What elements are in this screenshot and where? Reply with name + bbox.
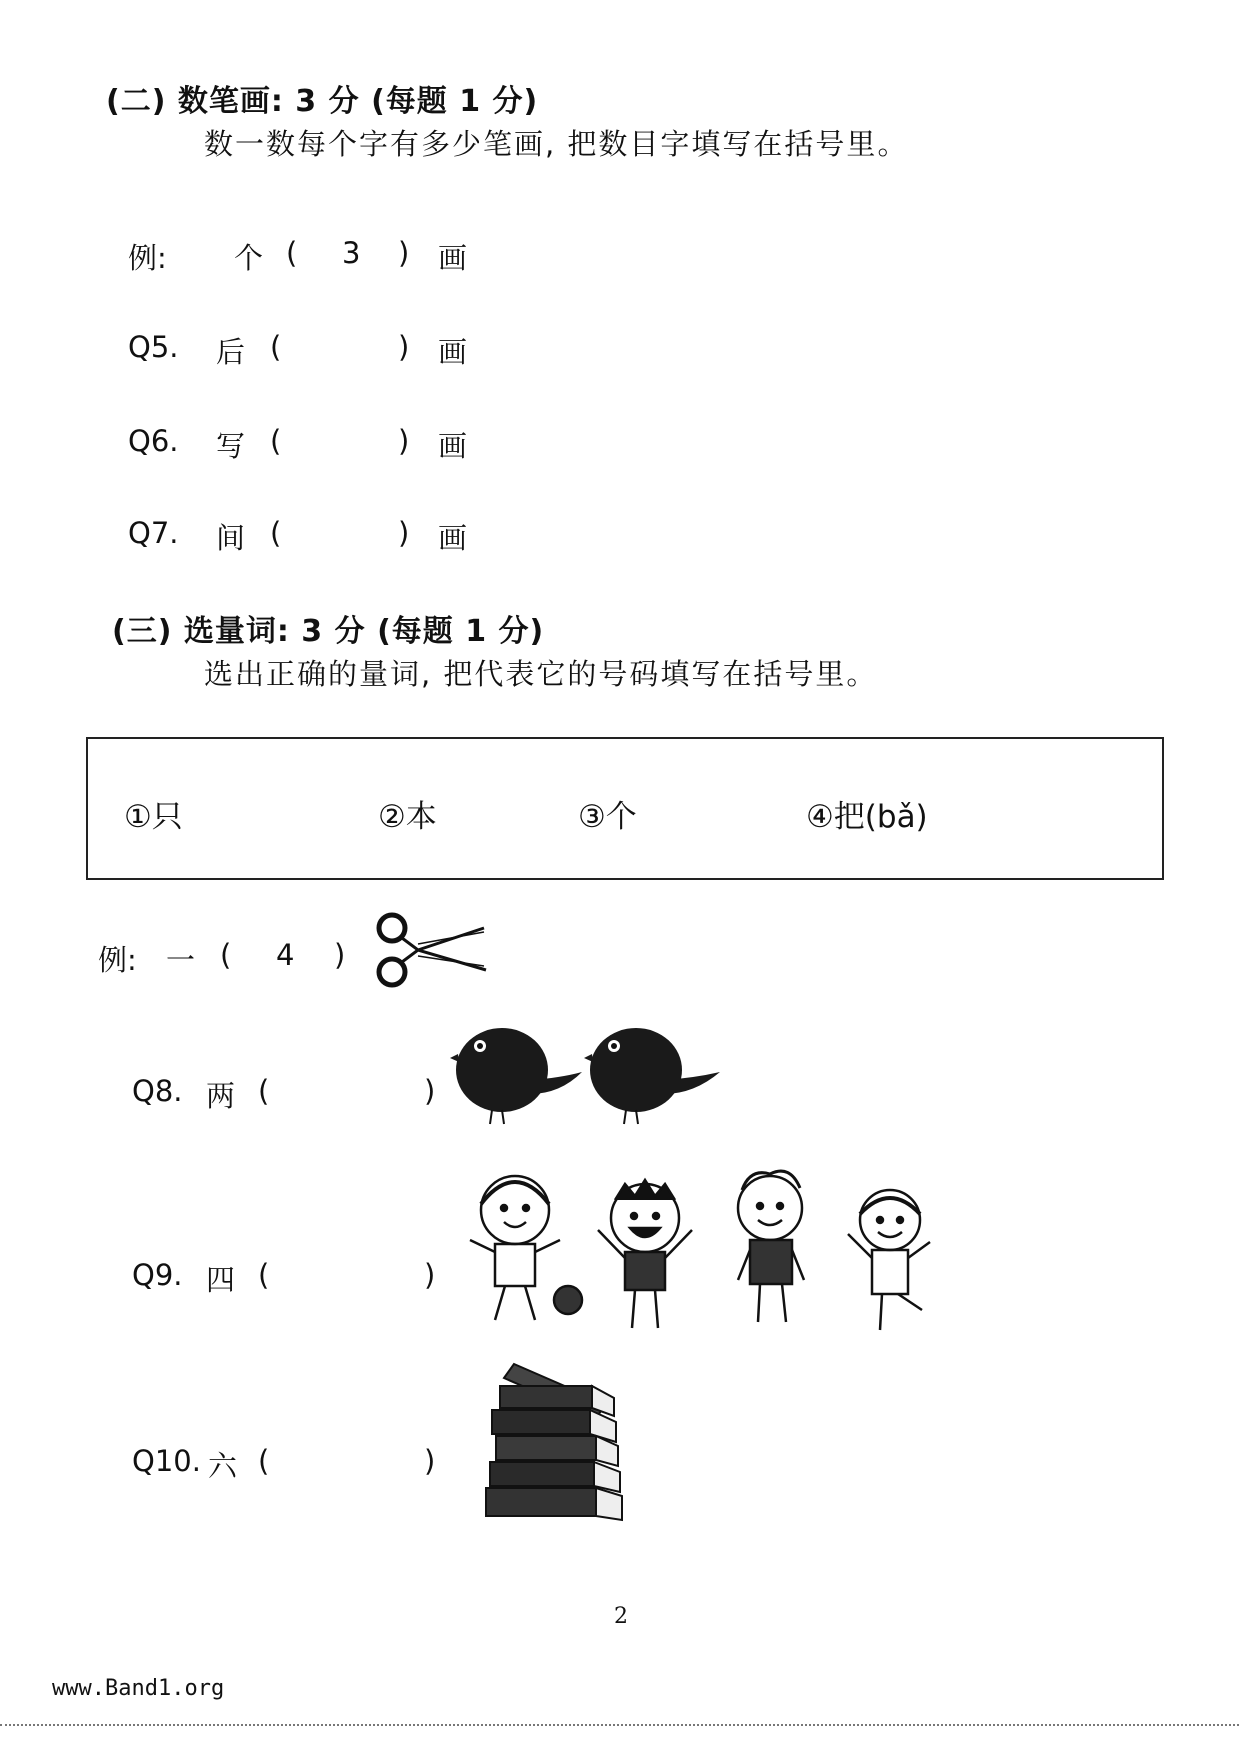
section2-instruction: 数一数每个字有多少笔画, 把数目字填写在括号里。 — [204, 127, 909, 161]
unit-label: 画 — [438, 241, 468, 275]
section3-instruction: 选出正确的量词, 把代表它的号码填写在括号里。 — [204, 657, 878, 691]
question-number-word: 四 — [206, 1263, 236, 1297]
question-number: Q6. — [128, 424, 179, 458]
question-number: Q7. — [128, 516, 179, 550]
unit-label: 画 — [438, 335, 468, 369]
page-number: 2 — [614, 1604, 628, 1629]
open-paren: ( — [258, 1258, 270, 1292]
option-1: ①只 — [124, 799, 183, 835]
question-number: Q5. — [128, 330, 179, 364]
question-number: Q8. — [132, 1074, 183, 1108]
measure-word-options-box — [86, 737, 1164, 880]
question-number-word: 两 — [206, 1079, 236, 1113]
close-paren: ) — [424, 1258, 436, 1292]
unit-label: 画 — [438, 521, 468, 555]
question-char: 写 — [216, 429, 246, 463]
close-paren: ) — [424, 1074, 436, 1108]
unit-label: 画 — [438, 429, 468, 463]
bird-icon — [450, 1028, 582, 1124]
close-paren: ) — [334, 938, 346, 972]
scan-bottom-edge — [0, 1724, 1239, 1726]
open-paren: ( — [270, 516, 282, 550]
open-paren: ( — [270, 424, 282, 458]
four-children-picture — [450, 1160, 950, 1335]
open-paren: ( — [258, 1074, 270, 1108]
question-char: 间 — [216, 521, 246, 555]
bird-icon — [584, 1028, 720, 1124]
example-label: 例: — [98, 943, 137, 977]
section2-title: (二) 数笔画: 3 分 (每题 1 分) — [106, 84, 539, 119]
example-label: 例: — [128, 241, 167, 275]
close-paren: ) — [424, 1444, 436, 1478]
child-icon — [470, 1176, 582, 1320]
open-paren: ( — [286, 236, 298, 270]
example-char: 个 — [234, 241, 264, 275]
question-char: 后 — [216, 335, 246, 369]
question-number: Q9. — [132, 1258, 183, 1292]
scissors-icon — [374, 910, 494, 990]
close-paren: ) — [398, 424, 410, 458]
close-paren: ) — [398, 516, 410, 550]
close-paren: ) — [398, 236, 410, 270]
footer-website[interactable]: www.Band1.org — [52, 1676, 225, 1701]
question-number: Q10. — [132, 1444, 201, 1478]
option-3: ③个 — [578, 799, 637, 835]
example-answer: 3 — [342, 236, 361, 270]
example-number: 一 — [166, 943, 196, 977]
books-picture — [486, 1364, 626, 1524]
option-4: ④把(bǎ) — [806, 799, 928, 835]
question-number-word: 六 — [208, 1449, 238, 1483]
open-paren: ( — [220, 938, 232, 972]
two-birds-picture — [450, 1010, 730, 1130]
option-2: ②本 — [378, 799, 437, 835]
section3-title: (三) 选量词: 3 分 (每题 1 分) — [112, 614, 545, 649]
child-icon — [848, 1190, 930, 1330]
child-icon — [598, 1180, 692, 1328]
close-paren: ) — [398, 330, 410, 364]
open-paren: ( — [270, 330, 282, 364]
child-icon — [738, 1171, 804, 1322]
example-answer: 4 — [276, 938, 295, 972]
open-paren: ( — [258, 1444, 270, 1478]
